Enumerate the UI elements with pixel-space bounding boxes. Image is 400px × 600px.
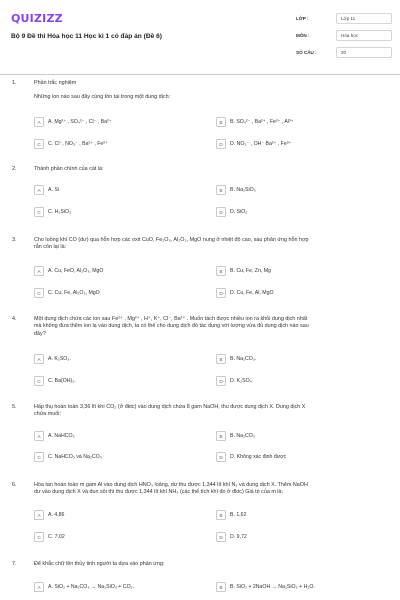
option-letter: A [34, 510, 44, 520]
question-text [34, 316, 388, 338]
option-b[interactable] [216, 116, 388, 128]
option-a[interactable] [34, 430, 206, 442]
option-text: C. NaHCO₃ và Na₂CO₃ [48, 454, 102, 460]
worksheet-header [0, 0, 400, 68]
question-text [34, 237, 388, 252]
question-text [34, 561, 388, 568]
worksheet-title: Bộ 9 Đề thi Hóa học 11 Học kì 1 có đáp án (Đề 6) [11, 33, 162, 40]
option-a[interactable] [34, 581, 214, 593]
question-line: Hòa tan hoàn toàn m gam Al vào dung dịch HNO₃ loãng, dư thu được 1,344 lít khí N₂ và dung dịch X. Thêm NaOH [34, 482, 308, 488]
question-number: 5. [12, 404, 17, 410]
option-b[interactable] [216, 353, 388, 365]
option-letter: A [34, 117, 44, 127]
option-a[interactable] [34, 509, 206, 521]
option-c[interactable] [34, 451, 206, 463]
option-text: D. Không xác định được [230, 454, 287, 460]
option-text: C. Ba(OH)₂. [48, 378, 76, 384]
question-line: rắn còn lại là: [34, 244, 67, 251]
quizizz-logo: QUIZIZZ [11, 12, 63, 25]
question-number: 4. [12, 316, 17, 322]
question-line: Thành phần chính của cát là: [34, 166, 104, 172]
question-number: 1. [12, 80, 17, 86]
meta-row-count [296, 46, 392, 59]
option-b[interactable] [216, 509, 388, 521]
question-text [34, 404, 388, 419]
meta-value-count: 20 [336, 47, 392, 58]
question-line: chứa muối: [34, 411, 61, 418]
option-text: B. Na₂CO₃. [230, 356, 257, 362]
option-letter: C [34, 532, 44, 542]
question-number: 3. [12, 237, 17, 243]
option-text: C. H₂SiO₃ [48, 209, 72, 215]
question-line: mà không đưa thêm ion lạ vào dung dịch, ta có thể cho dung dịch đó tác dụng với lượng vừa đủ dung dịch nào sau [34, 323, 309, 330]
question-line: Một dung dịch chứa các ion sau Fe²⁺ , Mg²⁺ , H⁺, K⁺, Cl⁻, Ba²⁺ . Muốn tách được nhiều ion ra khỏi dung dịch nhất [34, 316, 308, 322]
option-text: A. SiO₂ + Na₂CO₃ → Na₂SiO₃ + CO₂. [48, 584, 135, 590]
option-letter: B [216, 117, 226, 127]
question-line: dư vào dung dịch X và đun sôi thì thu được 1,344 lít khí NH₃ (các thể tích khí đo ở đktc) Giá trị của m là: [34, 489, 283, 496]
option-letter: A [34, 266, 44, 276]
option-text: A. Mg²⁺ , SO₄²⁻ , Cl⁻ , Ba²⁺ [48, 119, 112, 125]
option-text: A. K₂SO₃. [48, 356, 71, 362]
option-d[interactable] [216, 375, 388, 387]
option-letter: A [34, 431, 44, 441]
option-text: D. SiO₂ [230, 209, 248, 215]
option-letter: C [34, 207, 44, 217]
option-letter: B [216, 582, 226, 592]
option-text: A. NaHCO₃ [48, 433, 75, 439]
option-text: B. Na₂CO₃ [230, 433, 255, 439]
option-text: D. NO₃⁻ , OH⁻ Ba²⁺ , Fe³⁺ [230, 141, 292, 147]
option-b[interactable] [216, 430, 388, 442]
meta-label-subject: MÔN : [296, 33, 310, 38]
option-text: B. Na₂SiO₃ [230, 187, 256, 193]
option-letter: C [34, 288, 44, 298]
option-letter: B [216, 354, 226, 364]
option-letter: A [34, 185, 44, 195]
option-text: A. Si [48, 187, 59, 193]
header-divider [0, 74, 400, 75]
meta-value-grade: Lớp 11 [336, 13, 392, 24]
option-text: B. SiO₂ + 2NaOH → Na₂SiO₃ + H₂O. [230, 584, 315, 590]
meta-label-count: SỐ CÂU : [296, 50, 317, 55]
option-text: B. Cu, Fe, Zn, Mg [230, 268, 271, 274]
option-c[interactable] [34, 531, 206, 543]
option-c[interactable] [34, 287, 206, 299]
option-d[interactable] [216, 531, 388, 543]
option-letter: C [34, 376, 44, 386]
question-line: Cho luồng khí CO (dư) qua hỗn hợp các oxit CuO, Fe₂O₃, Al₂O₃, MgO nung ở nhiệt độ cao, sau phản ứng hỗn hợp [34, 237, 309, 243]
option-letter: D [216, 532, 226, 542]
question-line: Để khắc chữ lên thủy tinh người ta dựa vào phản ứng: [34, 561, 165, 567]
option-d[interactable] [216, 206, 388, 218]
option-text: C. 7,02 [48, 534, 65, 540]
option-letter: C [34, 452, 44, 462]
option-letter: A [34, 354, 44, 364]
option-text: D. Cu, Fe, Al, MgO [230, 290, 274, 296]
option-letter: B [216, 185, 226, 195]
option-letter: D [216, 452, 226, 462]
meta-row-grade [296, 12, 392, 25]
question-text [34, 482, 388, 497]
option-b[interactable] [216, 184, 388, 196]
option-text: A. 4,86 [48, 512, 65, 518]
option-letter: B [216, 510, 226, 520]
option-b[interactable] [216, 265, 388, 277]
question-text [34, 80, 388, 102]
question-number: 7. [12, 561, 17, 567]
option-text: B. 1,62 [230, 512, 247, 518]
option-text: C. Cl⁻, NO₃⁻ , Ba²⁺ , Fe²⁺ [48, 141, 108, 147]
option-letter: B [216, 266, 226, 276]
meta-row-subject [296, 29, 392, 42]
worksheet-meta [296, 12, 392, 63]
option-letter: B [216, 431, 226, 441]
question-line: Phần trắc nghiệm [34, 80, 77, 86]
question-number: 2. [12, 166, 17, 172]
option-c[interactable] [34, 206, 206, 218]
option-text: D. 9,72 [230, 534, 247, 540]
option-b[interactable] [216, 581, 396, 593]
option-letter: D [216, 207, 226, 217]
option-a[interactable] [34, 353, 206, 365]
question-line: Hấp thụ hoàn toàn 3,36 lít khí CO₂ (ở đktc) vào dung dịch chứa 8 gam NaOH, thu được dung dịch X. Dung dịch X [34, 404, 306, 410]
option-letter: C [34, 139, 44, 149]
option-letter: D [216, 376, 226, 386]
option-letter: D [216, 139, 226, 149]
option-text: C. Cu, Fe, Al₂O₃, MgO [48, 290, 100, 296]
option-text: A. Cu, FeO, Al₂O₃, MgO [48, 268, 104, 274]
option-a[interactable] [34, 116, 206, 128]
option-letter: A [34, 582, 44, 592]
option-c[interactable] [34, 138, 206, 150]
option-text: D. K₂SO₄ [230, 378, 252, 384]
option-d[interactable] [216, 138, 388, 150]
meta-label-grade: LỚP : [296, 16, 309, 21]
option-d[interactable] [216, 287, 388, 299]
option-letter: D [216, 288, 226, 298]
question-line: đây? [34, 330, 46, 337]
option-c[interactable] [34, 375, 206, 387]
option-text: B. SO₄²⁻ , Ba²⁺ , Fe²⁺ , Al³⁺ [230, 119, 294, 125]
meta-value-subject: Hóa học [336, 30, 392, 41]
option-a[interactable] [34, 265, 206, 277]
option-d[interactable] [216, 451, 388, 463]
question-number: 6. [12, 482, 17, 488]
question-text [34, 166, 388, 173]
option-a[interactable] [34, 184, 206, 196]
question-line: Những ion nào sau đây cùng tồn tại trong một dung dịch: [34, 94, 171, 101]
